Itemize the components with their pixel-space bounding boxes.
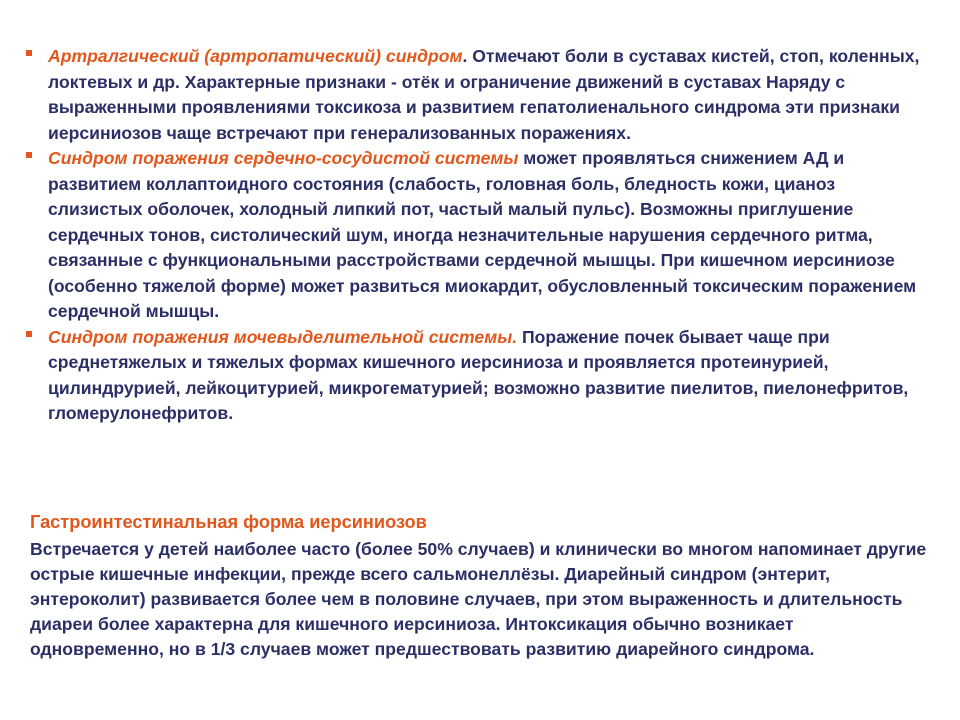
section-heading: Гастроинтестинальная форма иерсиниозов (30, 512, 427, 532)
square-bullet-icon (26, 152, 32, 158)
bullet-text: . Отмечают боли в суставах кистей, стоп, коленных, локтевых и др. Характерные признаки - отёк и ограничение движений в суставах Наряду с выраженными проявлениями токсикоза и развитием гепатолиенального синдрома эти признаки иерсиниозов чаще встречают при генерализованных поражениях. (48, 46, 920, 143)
bullet-text: может проявляться снижением АД и развитием коллаптоидного состояния (слабость, головная боль, бледность кожи, цианоз слизистых оболочек, холодный липкий пот, частый малый пульс). Возможны приглушение сердечных тонов, систолический шум, иногда незначительные нарушения сердечного ритма, связанные с функциональными расстройствами сердечной мышцы. При кишечном иерсиниозе (особенно тяжелой форме) может развиться миокардит, обусловленный токсическим поражением сердечной мышцы. (48, 148, 917, 321)
bullet-list (24, 44, 929, 427)
bullet-item-urinary (24, 325, 929, 427)
square-bullet-icon (26, 331, 32, 337)
bullet-text: Поражение почек бывает чаще при среднетяжелых и тяжелых формах кишечного иерсиниоза и проявляется протеинурией, цилиндрурией, лейкоцитурией, микрогематурией; возможно развитие пиелитов, пиелонефритов, гломерулонефритов. (48, 326, 909, 423)
square-bullet-icon (26, 50, 32, 56)
section-paragraph: Встречается у детей наиболее часто (более 50% случаев) и клинически во многом напоминает другие острые кишечные инфекции, прежде всего сальмонеллёзы. Диарейный синдром (энтерит, энтероколит) развивается более чем в половине случаев, при этом выраженность и длительность диареи более характерна для кишечного иерсиниоза. Интоксикация обычно возникает одновременно, но в 1/3 случаев может предшествовать развитию диарейного синдрома. (30, 539, 927, 659)
bullet-highlight: Синдром поражения мочевыделительной системы. (48, 326, 518, 347)
bullet-highlight: Синдром поражения сердечно-сосудистой системы (48, 148, 519, 168)
bullet-item-cardiovascular (24, 146, 929, 325)
bullet-highlight: Артралгический (артропатический) синдром (48, 46, 463, 66)
bullet-item-arthralgic (24, 44, 929, 146)
